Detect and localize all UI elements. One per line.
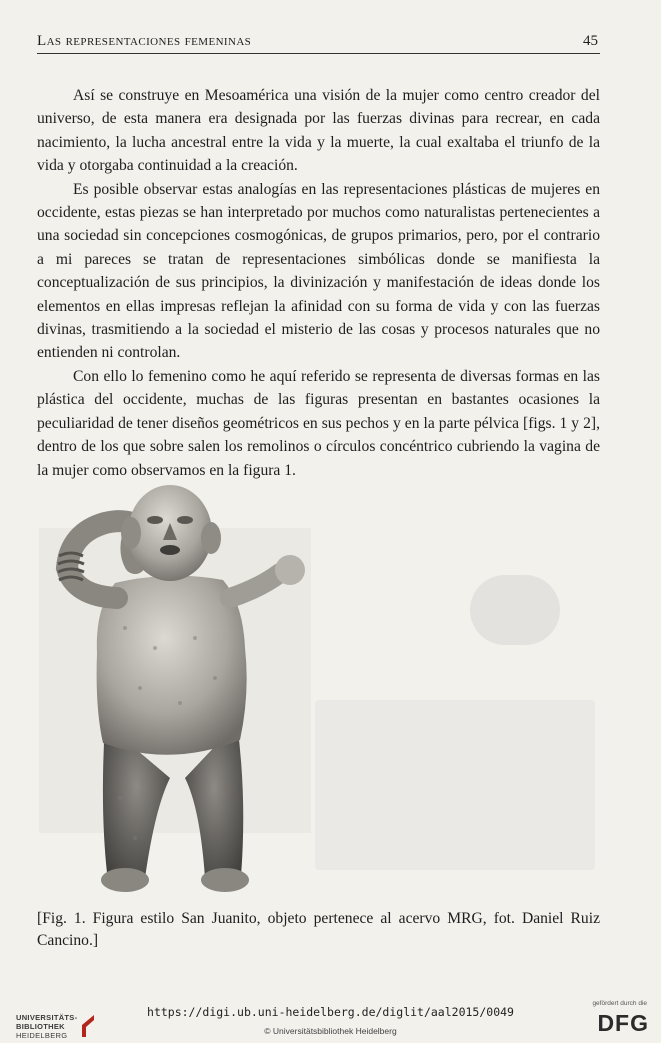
figurine-foot xyxy=(201,868,249,892)
figurine-eye xyxy=(147,516,163,524)
figure-caption: [Fig. 1. Figura estilo San Juanito, objeto pertenece al acervo MRG, fot. Daniel Ruiz Cancino.] xyxy=(37,910,600,949)
source-url-link[interactable]: https://digi.ub.uni-heidelberg.de/diglit/aal2015/0049 xyxy=(147,1005,514,1019)
dfg-logo: DFG xyxy=(597,1010,649,1036)
running-title: Las representaciones femeninas xyxy=(37,33,252,49)
funding-note: gefördert durch die xyxy=(592,1000,647,1007)
figurine-foot xyxy=(101,868,149,892)
figurine-hand xyxy=(275,555,305,585)
library-name-line: UNIVERSITÄTS- xyxy=(16,1013,78,1022)
digitization-footer xyxy=(0,995,661,1043)
paragraph: Con ello lo femenino como he aquí referido se representa de diversas formas en las plástica del occidente, muchas de las figuras presentan en bastantes ocasiones la peculiaridad de tener diseños geométricos en sus pechos y en la parte pélvica [figs. 1 y 2], dentro de los que sobre salen los remolinos o círculos concéntrico cubriendo la vagina de la mujer como observamos en la figura 1. xyxy=(37,367,600,479)
figurine-eye xyxy=(177,516,193,524)
figurine-outstretched-arm xyxy=(230,573,280,598)
body-text xyxy=(37,84,600,482)
library-name-line: BIBLIOTHEK xyxy=(16,1022,65,1031)
running-head xyxy=(37,33,600,54)
bleed-through-figure xyxy=(315,700,595,870)
figurine-photo xyxy=(45,478,315,908)
paragraph: Así se construye en Mesoamérica una visión de la mujer como centro creador del universo, de esta manera era designada por las fuerzas divinas para recrear, en cada nacimiento, la lucha ancestral entre la vida y la muerte, la cual exaltaba el triunfo de la vida y otorgaba continuidad a la creación. xyxy=(37,87,600,175)
paragraph: Es posible observar estas analogías en las representaciones plásticas de mujeres en occidente, estas piezas se han interpretado por muchos como naturalistas pertenecientes a una sociedad sin concepciones cosmogónicas, de grupos primarios, pero, por el contrario a mi pareces se tratan de representaciones simbólicas donde se manifiesta la conceptualización de sus principios, la divinización y manifestación de ideas donde los elementos en ellas impresas reflejan la afinidad con su forma de vida y con las fuerzas divinas, trasmitiendo a la sociedad el misterio de las cosas y procesos naturales que no entienden ni controlan. xyxy=(37,180,600,362)
page-number: 45 xyxy=(583,33,598,49)
bleed-through-figure xyxy=(470,575,560,645)
copyright-note: © Universitätsbibliothek Heidelberg xyxy=(264,1026,397,1036)
library-name-line: HEIDELBERG xyxy=(16,1031,68,1040)
figurine-mouth xyxy=(160,545,180,555)
